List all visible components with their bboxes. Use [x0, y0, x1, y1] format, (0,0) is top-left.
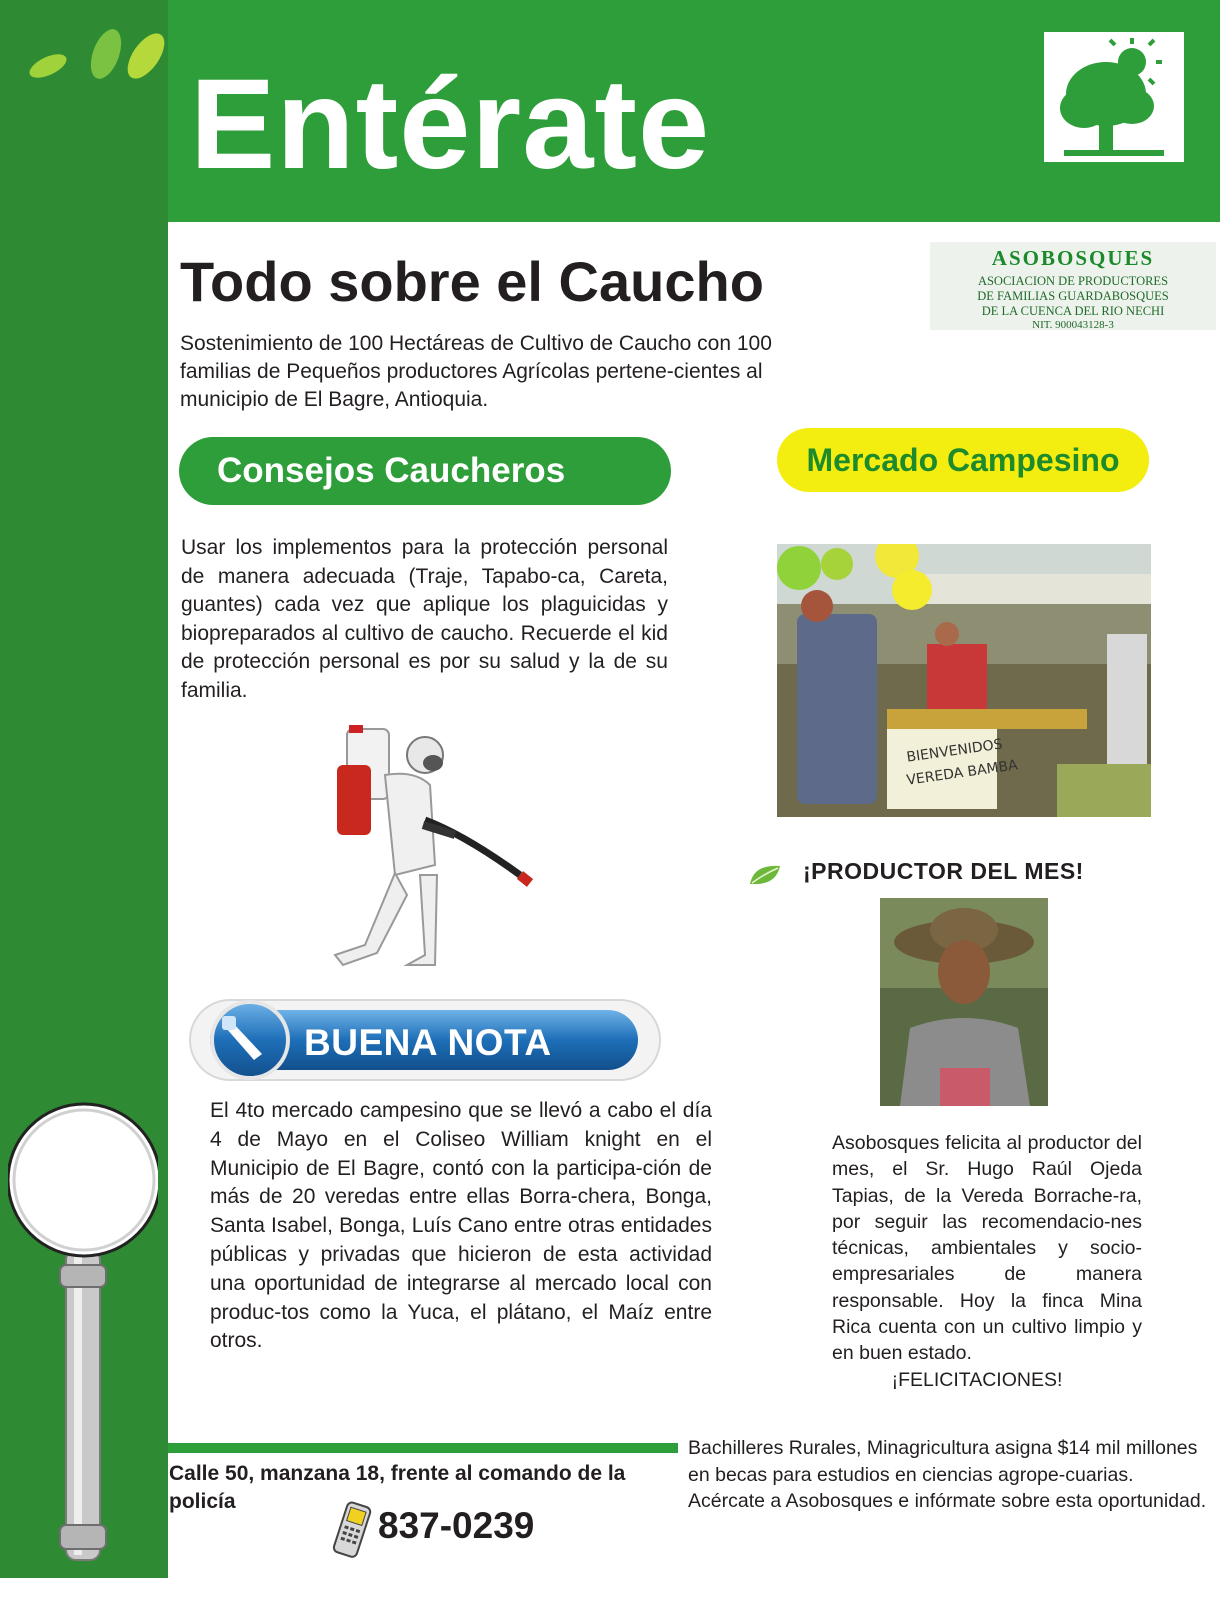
- svg-text:VEREDA BAMBA: VEREDA BAMBA: [905, 757, 1019, 789]
- consejos-heading: Consejos Caucheros: [179, 437, 671, 505]
- organization-name: ASOBOSQUES: [991, 246, 1155, 270]
- sprayer-worker-image: [325, 725, 545, 987]
- organization-line-3: DE LA CUENCA DEL RIO NECHI: [981, 304, 1165, 318]
- mercado-heading: Mercado Campesino: [777, 428, 1149, 492]
- producer-photo: [880, 898, 1048, 1106]
- productor-text: Asobosques felicita al productor del mes, el Sr. Hugo Raúl Ojeda Tapias, de la Vereda Borrache-ra, por seguir las recomendacio-nes técnicas, ambientales y socio-empresariales de manera responsable. Hoy la finca Mina Rica cuenta con un cultivo limpio y en buen estado.: [832, 1132, 1142, 1365]
- leaves-icon: [20, 18, 170, 88]
- svg-text:BIENVENIDOS: BIENVENIDOS: [905, 736, 1004, 766]
- buena-nota-label: BUENA NOTA: [304, 1022, 552, 1063]
- organization-line-1: ASOCIACION DE PRODUCTORES: [977, 274, 1169, 288]
- phone-number: 837-0239: [378, 1505, 535, 1546]
- leaf-icon: [748, 862, 782, 888]
- magnifier-icon: [8, 1085, 158, 1575]
- page-bottom-margin: [0, 1578, 1220, 1600]
- market-photo: [777, 544, 1151, 817]
- intro-paragraph: Sostenimiento de 100 Hectáreas de Cultivo de Caucho con 100 familias de Pequeños productores Agrícolas pertene-cientes al municipio de El Bagre, Antioquia.: [180, 332, 772, 411]
- organization-line-2: DE FAMILIAS GUARDABOSQUES: [977, 289, 1169, 303]
- consejos-paragraph: Usar los implementos para la protección personal de manera adecuada (Traje, Tapabo-ca, Careta, guantes) cada vez que aplique los plaguicidas y biopreparados al cultivo de caucho. Recuerde el kid de protección personal es por su salud y la de su familia.: [181, 536, 668, 702]
- productor-paragraph: [832, 1130, 1142, 1393]
- main-title: Todo sobre el Caucho: [180, 250, 764, 313]
- organization-card: [930, 242, 1216, 330]
- productor-closing: ¡FELICITACIONES!: [891, 1368, 1063, 1391]
- organization-nit: NIT. 900043128-3: [1032, 319, 1114, 331]
- address-text: Calle 50, manzana 18, frente al comando de la policía: [169, 1462, 626, 1513]
- buena-nota-paragraph: El 4to mercado campesino que se llevó a cabo el día 4 de Mayo en el Coliseo William knight en el Municipio de El Bagre, contó con la participa-ción de más de 20 veredas entre ellas Borra-chera, Bonga, Santa Isabel, Bonga, Luís Cano entre otras entidades públicas y privadas que hicieron de esta actividad una oportunidad de integrarse al mercado local con produc-tos como la Yuca, el plátano, el Maíz entre otros.: [210, 1099, 712, 1353]
- productor-heading: ¡PRODUCTOR DEL MES!: [803, 858, 1084, 884]
- phone-icon: [330, 1500, 376, 1560]
- footer-divider: [168, 1443, 678, 1453]
- bachilleres-paragraph: Bachilleres Rurales, Minagricultura asigna $14 mil millones en becas para estudios en ciencias agrope-cuarias. Acércate a Asobosques e infórmate sobre esta oportunidad.: [688, 1437, 1207, 1512]
- header-title: Entérate: [190, 53, 711, 196]
- tree-logo-icon: [1044, 32, 1184, 162]
